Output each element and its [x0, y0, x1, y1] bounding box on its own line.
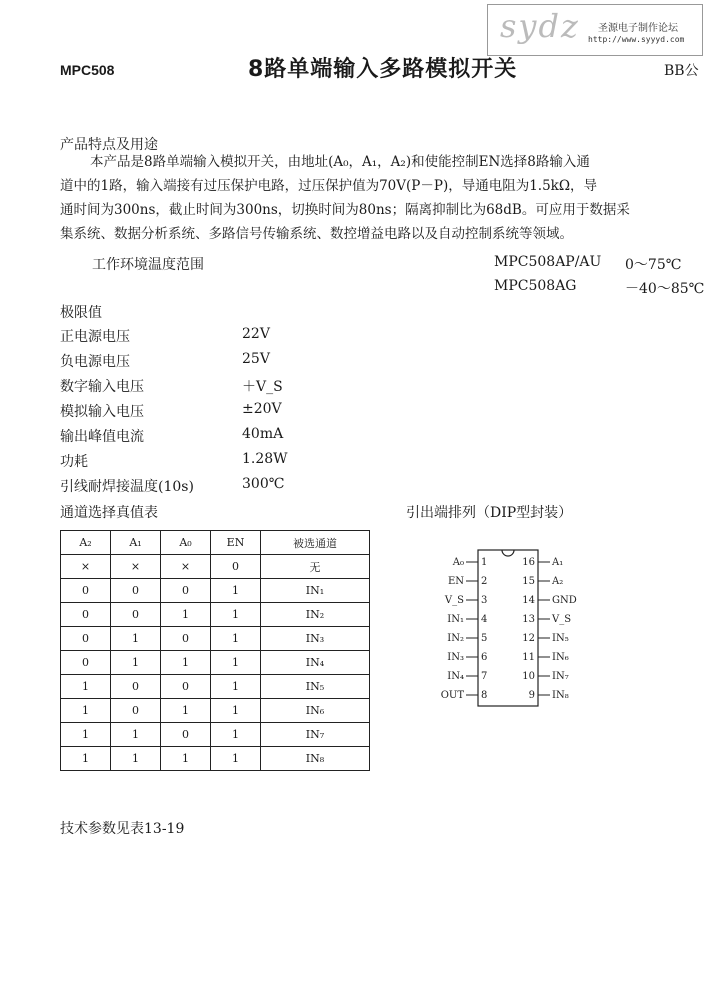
watermark-logo-text: sydz — [500, 7, 580, 45]
table-row — [61, 699, 370, 723]
pin-number: 7 — [481, 671, 488, 682]
pin-number: 5 — [481, 633, 488, 644]
limit-value: 40mA — [242, 426, 284, 442]
features-line-3: 通时间为300ns，截止时间为300ns，切换时间为80ns；隔离抑制比为68dB。可应用于数据采 — [60, 202, 630, 218]
table-cell: × — [161, 555, 211, 579]
right-pins — [522, 557, 577, 701]
watermark-url: http://www.syyyd.com — [588, 35, 685, 44]
table-cell: IN₆ — [261, 699, 370, 723]
table-cell: IN₅ — [261, 675, 370, 699]
table-cell: 0 — [161, 627, 211, 651]
table-cell: IN₇ — [261, 723, 370, 747]
pin-number: 15 — [522, 576, 535, 587]
pin-number: 10 — [522, 671, 535, 682]
limit-value: ＋V_S — [242, 379, 283, 395]
table-cell: IN₄ — [261, 651, 370, 675]
table-cell: 0 — [211, 555, 261, 579]
table-cell: 0 — [61, 603, 111, 627]
pin-number: 9 — [528, 690, 535, 701]
pin-name: A₀ — [452, 557, 464, 568]
footer-note: 技术参数见表13-19 — [60, 821, 185, 837]
table-cell: 0 — [61, 579, 111, 603]
pin-name: IN₂ — [447, 633, 464, 644]
limit-value: 1.28W — [242, 451, 288, 467]
col-header-en: EN — [211, 531, 261, 555]
pin-number: 8 — [481, 690, 488, 701]
table-cell: 1 — [161, 651, 211, 675]
left-pins — [441, 557, 488, 701]
table-cell: 1 — [211, 699, 261, 723]
table-row — [61, 747, 370, 771]
table-cell: 1 — [211, 723, 261, 747]
table-cell: 1 — [211, 651, 261, 675]
features-line-4: 集系统、数据分析系统、多路信号传输系统、数控增益电路以及自动控制系统等领域。 — [60, 226, 573, 242]
table-row — [61, 603, 370, 627]
table-cell: IN₁ — [261, 579, 370, 603]
col-header-a1: A₁ — [111, 531, 161, 555]
table-row — [61, 555, 370, 579]
table-row — [61, 579, 370, 603]
table-row — [61, 651, 370, 675]
table-cell: 1 — [111, 651, 161, 675]
table-cell: IN₃ — [261, 627, 370, 651]
pin-name: V_S — [444, 595, 464, 606]
limits-heading: 极限值 — [60, 305, 102, 321]
table-cell: 0 — [161, 723, 211, 747]
pin-number: 4 — [481, 614, 488, 625]
table-cell: 1 — [211, 603, 261, 627]
pin-number: 11 — [522, 652, 535, 663]
table-cell: 1 — [211, 579, 261, 603]
table-cell: 1 — [61, 699, 111, 723]
limit-label: 负电源电压 — [60, 354, 130, 370]
pin-number: 3 — [481, 595, 488, 606]
model-number: MPC508 — [60, 62, 115, 78]
limit-value: 300℃ — [242, 476, 285, 492]
limit-label: 模拟输入电压 — [60, 404, 144, 420]
col-header-a0: A₀ — [161, 531, 211, 555]
col-header-channel: 被选通道 — [261, 531, 370, 555]
features-heading: 产品特点及用途 — [60, 137, 158, 153]
pin-name: GND — [552, 595, 577, 606]
temp-range-1: 0～75℃ — [625, 257, 682, 273]
truth-table-heading: 通道选择真值表 — [60, 505, 158, 521]
watermark-site-name: 圣源电子制作论坛 — [598, 23, 678, 34]
pin-name: V_S — [552, 614, 572, 625]
limit-value: 22V — [242, 326, 270, 342]
pin-name: IN₃ — [447, 652, 464, 663]
table-cell: 0 — [111, 603, 161, 627]
limit-label: 数字输入电压 — [60, 379, 144, 395]
table-cell: 0 — [111, 699, 161, 723]
table-header-row — [61, 531, 370, 555]
table-cell: 1 — [61, 675, 111, 699]
pin-number: 12 — [522, 633, 535, 644]
features-line-1: 本产品是8路单端输入模拟开关，由地址(A₀，A₁，A₂)和使能控制EN选择8路输入通 — [90, 154, 590, 170]
pinout-heading: 引出端排列（DIP型封装） — [406, 505, 573, 521]
manufacturer: BB公 — [664, 63, 699, 79]
pin-number: 1 — [481, 557, 488, 568]
dip16-pinout-diagram — [420, 540, 590, 730]
table-cell: 1 — [211, 627, 261, 651]
limit-value: ±20V — [242, 401, 282, 417]
table-cell: 1 — [61, 723, 111, 747]
table-row — [61, 627, 370, 651]
table-cell: 1 — [161, 747, 211, 771]
table-cell: 0 — [61, 651, 111, 675]
temp-model-2: MPC508AG — [494, 278, 577, 294]
table-cell: 无 — [261, 555, 370, 579]
features-line-2: 道中的1路，输入端接有过压保护电路，过压保护值为70V(P－P)，导通电阻为1.5kΩ，导 — [60, 178, 598, 194]
limit-label: 功耗 — [60, 454, 88, 470]
table-cell: 0 — [61, 627, 111, 651]
table-cell: 1 — [111, 747, 161, 771]
truth-table — [60, 530, 370, 771]
pin-number: 14 — [522, 595, 535, 606]
table-cell: 0 — [111, 579, 161, 603]
table-cell: 1 — [211, 675, 261, 699]
table-cell: 1 — [161, 603, 211, 627]
pin-name: A₂ — [552, 576, 564, 587]
table-cell: 1 — [111, 627, 161, 651]
pin-number: 16 — [522, 557, 535, 568]
temp-model-1: MPC508AP/AU — [494, 254, 602, 270]
table-cell: 0 — [111, 675, 161, 699]
table-cell: 1 — [61, 747, 111, 771]
pin-name: EN — [447, 576, 464, 587]
table-row — [61, 675, 370, 699]
table-cell: × — [61, 555, 111, 579]
limit-label: 引线耐焊接温度(10s) — [60, 479, 194, 495]
table-cell: 0 — [161, 579, 211, 603]
pin1-notch — [502, 550, 514, 556]
table-row — [61, 723, 370, 747]
temp-range-2: －40～85℃ — [625, 281, 705, 297]
table-cell: IN₈ — [261, 747, 370, 771]
watermark-logo — [487, 4, 703, 56]
table-cell: IN₂ — [261, 603, 370, 627]
table-cell: 0 — [161, 675, 211, 699]
page-title: 8路单端输入多路模拟开关 — [248, 57, 518, 82]
ic-package-outline — [478, 550, 538, 706]
limit-value: 25V — [242, 351, 270, 367]
table-cell: 1 — [111, 723, 161, 747]
limit-label: 正电源电压 — [60, 329, 130, 345]
pin-name: A₁ — [552, 557, 564, 568]
pin-name: IN₄ — [447, 671, 464, 682]
pin-name: IN₇ — [552, 671, 569, 682]
table-cell: 1 — [211, 747, 261, 771]
pin-name: IN₈ — [552, 690, 569, 701]
pin-name: IN₆ — [552, 652, 569, 663]
pin-name: IN₁ — [447, 614, 464, 625]
pin-number: 6 — [481, 652, 488, 663]
pin-name: OUT — [440, 690, 464, 701]
pin-name: IN₅ — [552, 633, 569, 644]
ic-body — [478, 550, 538, 706]
limit-label: 输出峰值电流 — [60, 429, 144, 445]
pin-number: 13 — [522, 614, 535, 625]
pin-number: 2 — [481, 576, 488, 587]
table-cell: 1 — [161, 699, 211, 723]
temp-range-label: 工作环境温度范围 — [92, 257, 204, 273]
col-header-a2: A₂ — [61, 531, 111, 555]
table-cell: × — [111, 555, 161, 579]
